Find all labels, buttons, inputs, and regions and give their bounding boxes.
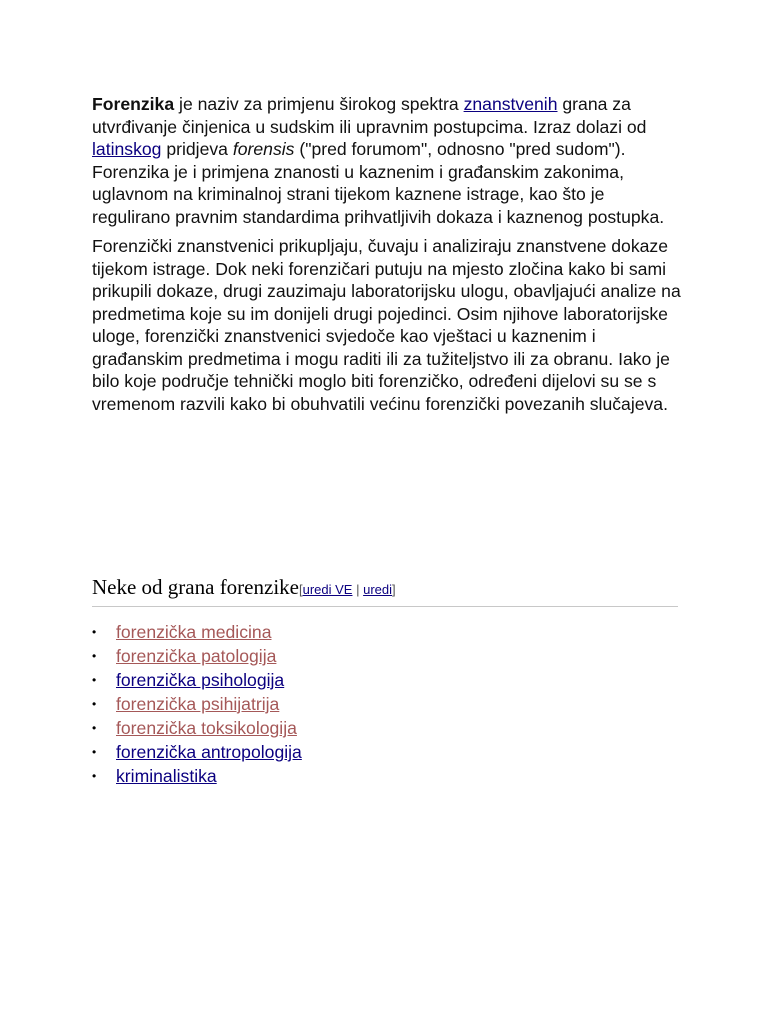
section-heading-text: Neke od grana forenzike <box>92 575 299 599</box>
list-item <box>92 740 302 764</box>
article-title-term: Forenzika <box>92 94 175 114</box>
list-item <box>92 668 302 692</box>
bullet-icon: • <box>92 673 97 687</box>
edit-link[interactable]: uredi <box>363 582 393 597</box>
link-latinskog[interactable]: latinskog <box>92 139 162 159</box>
bullet-icon: • <box>92 649 97 663</box>
list-item <box>92 716 302 740</box>
branch-link[interactable]: forenzička toksikologija <box>116 718 297 738</box>
list-item <box>92 692 302 716</box>
branch-link[interactable]: forenzička antropologija <box>116 742 302 762</box>
intro-paragraph <box>92 93 682 228</box>
intro-text-2: grana za utvrđivanje činjenica u sudskim ili upravnim postupcima. Izraz dolazi od <box>92 94 647 137</box>
intro-text-3: pridjeva <box>161 139 233 159</box>
bracket-close: ] <box>392 582 396 597</box>
edit-separator: | <box>352 582 364 597</box>
edit-ve-link[interactable]: uredi VE <box>302 582 353 597</box>
article-body <box>92 93 682 415</box>
section-heading <box>92 575 678 607</box>
second-paragraph: Forenzički znanstvenici prikupljaju, čuvaju i analiziraju znanstvene dokaze tijekom istrage. Dok neki forenzičari putuju na mjesto zločina kako bi sami prikupili dokaze, drugi zauzimaju laboratorijsku ulogu, obavljajući analize na predmetima koje su im donijeli drugi pojedinci. Osim njihove laboratorijske uloge, forenzički znanstvenici svjedoče kao vještaci u kaznenim i građanskim predmetima i mogu raditi ili za tužiteljstvo ili za obranu. Iako je bilo koje područje tehnički moglo biti forenzičko, određeni dijelovi su se s vremenom razvili kako bi obuhvatili većinu forenzički povezanih slučajeva. <box>92 236 681 414</box>
bullet-icon: • <box>92 769 97 783</box>
intro-text-1: je naziv za primjenu širokog spektra <box>174 94 464 114</box>
bullet-icon: • <box>92 697 97 711</box>
branch-link[interactable]: forenzička medicina <box>116 622 272 642</box>
list-item <box>92 620 302 644</box>
branch-link[interactable]: forenzička patologija <box>116 646 277 666</box>
bullet-icon: • <box>92 625 97 639</box>
link-znanstvenih[interactable]: znanstvenih <box>463 94 558 114</box>
branch-link[interactable]: kriminalistika <box>116 766 217 786</box>
branch-list <box>92 620 302 788</box>
intro-text-4: ("pred forumom", odnosno "pred sudom"). Forenzika je i primjena znanosti u kaznenim i građanskim zakonima, uglavnom na kriminalnoj strani tijekom kaznene istrage, kao što je regulirano pravnim standardima prihvatljivih dokaza i kaznenog postupka. <box>92 139 665 227</box>
edit-section-links <box>299 582 396 597</box>
latin-term: forensis <box>232 139 295 159</box>
bullet-icon: • <box>92 745 97 759</box>
list-item <box>92 764 302 788</box>
branch-link[interactable]: forenzička psihijatrija <box>116 694 280 714</box>
bullet-icon: • <box>92 721 97 735</box>
branch-link[interactable]: forenzička psihologija <box>116 670 285 690</box>
bracket-open: [ <box>298 582 303 597</box>
list-item <box>92 644 302 668</box>
